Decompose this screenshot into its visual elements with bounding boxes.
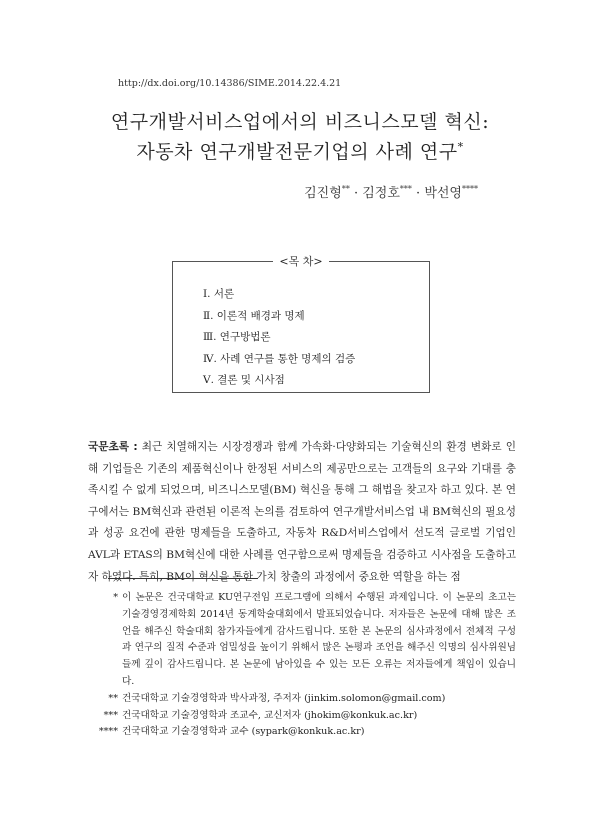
author-list <box>304 182 478 201</box>
footnote-mark: ** <box>108 692 118 704</box>
footnote-text: 건국대학교 기술경영학과 교수 (sypark@konkuk.ac.kr) <box>122 726 365 738</box>
toc-title <box>173 253 429 269</box>
title-footnote-mark: * <box>457 140 464 154</box>
table-of-contents <box>172 255 430 393</box>
title-line-2-text: 자동차 연구개발전문기업의 사례 연구 <box>136 141 458 163</box>
abstract-text: 최근 치열해지는 시장경쟁과 함께 가속화·다양화되는 기술혁신의 환경 변화로 인해 기업들은 기존의 제품혁신이나 한정된 서비스의 제공만으로는 고객들의 요구와 기대를 충족시킬 수 없게 되었으며, 비즈니스모델(BM) 혁신을 통해 그 해법을 찾고자 하고 있다. 본 연구에서는 BM혁신과 관련된 이론적 논의를 검토하여 연구개발서비스업 내 BM혁신의 필요성과 성공 요건에 관한 명제들을 도출하고, 자동차 R&D서비스업에서 선도적 글로벌 기업인 AVL과 ETAS의 BM혁신에 대한 사례를 연구함으로써 명제들을 검증하고 시사점을 도출하고자 하였다. 특히, BM이 혁신을 통한 가치 창출의 과정에서 중요한 역할을 하는 점 <box>88 441 517 583</box>
author-footnote-mark: *** <box>399 184 412 194</box>
toc-list <box>203 286 355 394</box>
author-separator: · <box>411 186 425 201</box>
footnote-text: 이 논문은 건국대학교 KU연구전임 프로그램에 의해서 수행된 과제입니다. 이 논문의 초고는 기술경영경제학회 2014년 동계학술대회에서 발표되었습니다. 저자들은 논문에 대해 많은 조언을 해주신 학술대회 참가자들에게 감사드립니다. 또한 본 논문의 심사과정에서 전체적 구성과 연구의 질적 수준과 엄밀성을 높이기 위해서 많은 논평과 조언을 해주신 익명의 심사위원님들께 깊이 감사드립니다. 본 논문에 남아있을 수 있는 모든 오류는 저자들에게 책임이 있습니다. <box>122 592 516 687</box>
footnote-mark: **** <box>98 726 118 738</box>
footnote-mark: *** <box>103 709 118 721</box>
toc-item: Ⅲ. 연구방법론 <box>203 331 271 343</box>
toc-item: Ⅰ. 서론 <box>203 288 235 300</box>
footnote <box>88 724 516 741</box>
footnote <box>88 708 516 725</box>
footnote-text: 건국대학교 기술경영학과 조교수, 교신저자 (jhokim@konkuk.ac.kr) <box>122 709 418 721</box>
author-separator: · <box>349 186 363 201</box>
doi-link[interactable]: http://dx.doi.org/10.14386/SIME.2014.22.4.21 <box>118 78 342 89</box>
title-line-1: 연구개발서비스업에서의 비즈니스모델 혁신: <box>110 111 490 133</box>
title-line-2 <box>0 137 600 164</box>
author-name: 박선영 <box>424 186 462 201</box>
footnote <box>88 691 516 708</box>
toc-title-text: <목 차> <box>273 255 328 268</box>
abstract-label: 국문초록 : <box>88 441 138 453</box>
footnote-mark: * <box>113 592 118 603</box>
footnote-divider <box>108 578 258 579</box>
toc-item: Ⅱ. 이론적 배경과 명제 <box>203 309 305 322</box>
toc-item: Ⅳ. 사례 연구를 통한 명제의 검증 <box>203 352 356 365</box>
author-name: 김정호 <box>362 186 400 201</box>
author-name: 김진형 <box>304 186 342 201</box>
author-footnote-mark: **** <box>462 184 478 194</box>
footnotes <box>88 590 516 741</box>
korean-abstract <box>88 437 516 588</box>
footnote-text: 건국대학교 기술경영학과 박사과정, 주저자 (jinkim.solomon@gmail.com) <box>122 692 446 704</box>
footnote <box>88 590 516 691</box>
toc-item: Ⅴ. 결론 및 시사점 <box>203 374 285 386</box>
author-footnote-mark: ** <box>341 184 350 194</box>
